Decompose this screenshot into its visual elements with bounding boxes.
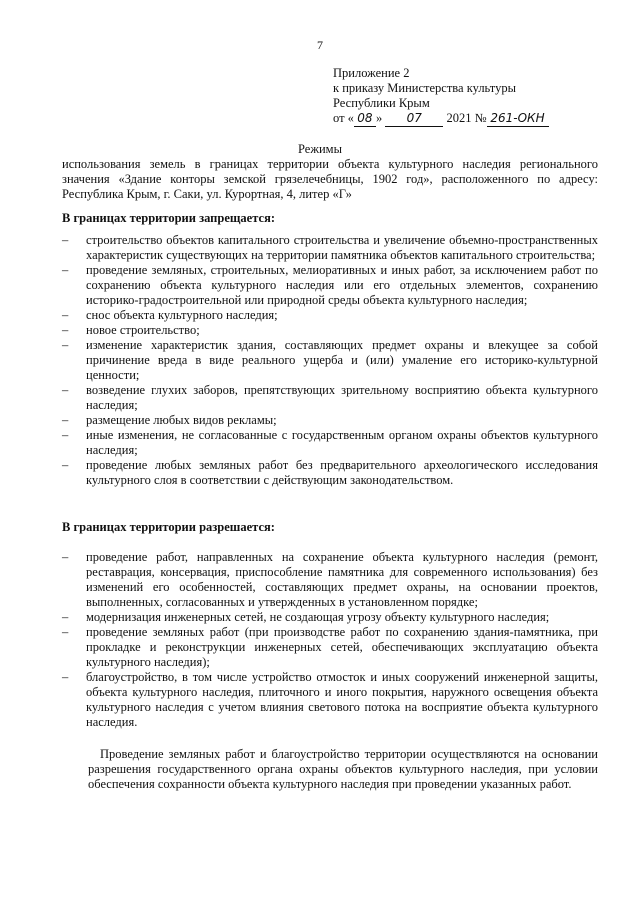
appendix-line-1: Приложение 2 xyxy=(333,66,410,80)
prohibited-item: – новое строительство; xyxy=(62,323,598,338)
date-day: 08 xyxy=(354,111,376,127)
appendix-block xyxy=(333,66,549,127)
permitted-item: – благоустройство, в том числе устройство отмосток и иных сооружений инженерной защиты, объекта культурного наследия, плиточного и иного покрытия, наружного освещения объекта культурного наследия с учетом влияния светового потока на восприятие объекта культурного наследия. xyxy=(62,670,598,730)
permitted-item: – проведение земляных работ (при производстве работ по сохранению здания-памятника, при прокладке и реконструкции инженерных сетей, обеспечивающих эксплуатацию объекта культурного наследия); xyxy=(62,625,598,670)
prohibited-list xyxy=(62,233,598,488)
order-number: 261-ОКН xyxy=(487,111,549,127)
prohibited-item: – возведение глухих заборов, препятствующих зрительному восприятию объекта культурного наследия; xyxy=(62,383,598,413)
intro-paragraph: использования земель в границах территории объекта культурного наследия регионального значения «Здание конторы земской грязелечебницы, 1902 год», расположенного по адресу: Республика Крым, г. Саки, ул. Курортная, 4, литер «Г» xyxy=(62,157,598,201)
permitted-list xyxy=(62,550,598,730)
date-mid: » xyxy=(375,111,383,125)
prohibited-item: – проведение любых земляных работ без предварительного археологического исследования культурного слоя в соответствии с действующим законодательством. xyxy=(62,458,598,488)
prohibited-heading: В границах территории запрещается: xyxy=(62,211,276,225)
appendix-line-2: к приказу Министерства культуры xyxy=(333,81,516,95)
prohibited-item: – иные изменения, не согласованные с государственным органом охраны объектов культурного наследия; xyxy=(62,428,598,458)
permitted-heading: В границах территории разрешается: xyxy=(62,520,275,534)
appendix-date-line xyxy=(333,111,549,127)
document-title: Режимы xyxy=(298,142,342,156)
page-number: 7 xyxy=(317,38,323,52)
appendix-line-3: Республики Крым xyxy=(333,96,430,110)
permitted-item: – проведение работ, направленных на сохранение объекта культурного наследия (ремонт, реставрация, консервация, приспособление памятника для современного использования) без изменений его особенностей, составляющих предмет охраны, на основании проектов, выполненных, согласованных и утвержденных в установленном порядке; xyxy=(62,550,598,610)
prohibited-item: – проведение земляных, строительных, мелиоративных и иных работ, за исключением работ по сохранению объекта культурного наследия или его отдельных элементов, сохранению историко-градостроительной или природной среды объекта культурного наследия; xyxy=(62,263,598,308)
prohibited-item: – снос объекта культурного наследия; xyxy=(62,308,598,323)
permitted-item: – модернизация инженерных сетей, не создающая угрозу объекту культурного наследия; xyxy=(62,610,598,625)
date-month: 07 xyxy=(385,111,443,127)
prohibited-item: – изменение характеристик здания, составляющих предмет охраны и влекущее за собой причинение вреда в виде реального ущерба и (или) умаление его историко-культурной ценности; xyxy=(62,338,598,383)
prohibited-item: – строительство объектов капитального строительства и увеличение объемно-пространственных характеристик существующих на территории памятника объектов капитального строительства; xyxy=(62,233,598,263)
date-prefix: от « xyxy=(333,111,354,125)
date-year: 2021 № xyxy=(446,111,487,125)
conclusion-paragraph: Проведение земляных работ и благоустройство территории осуществляются на основании разрешения государственного органа охраны объектов культурного наследия, при условии обеспечения сохранности объекта культурного наследия при проведении указанных работ. xyxy=(88,747,598,791)
prohibited-item: – размещение любых видов рекламы; xyxy=(62,413,598,428)
